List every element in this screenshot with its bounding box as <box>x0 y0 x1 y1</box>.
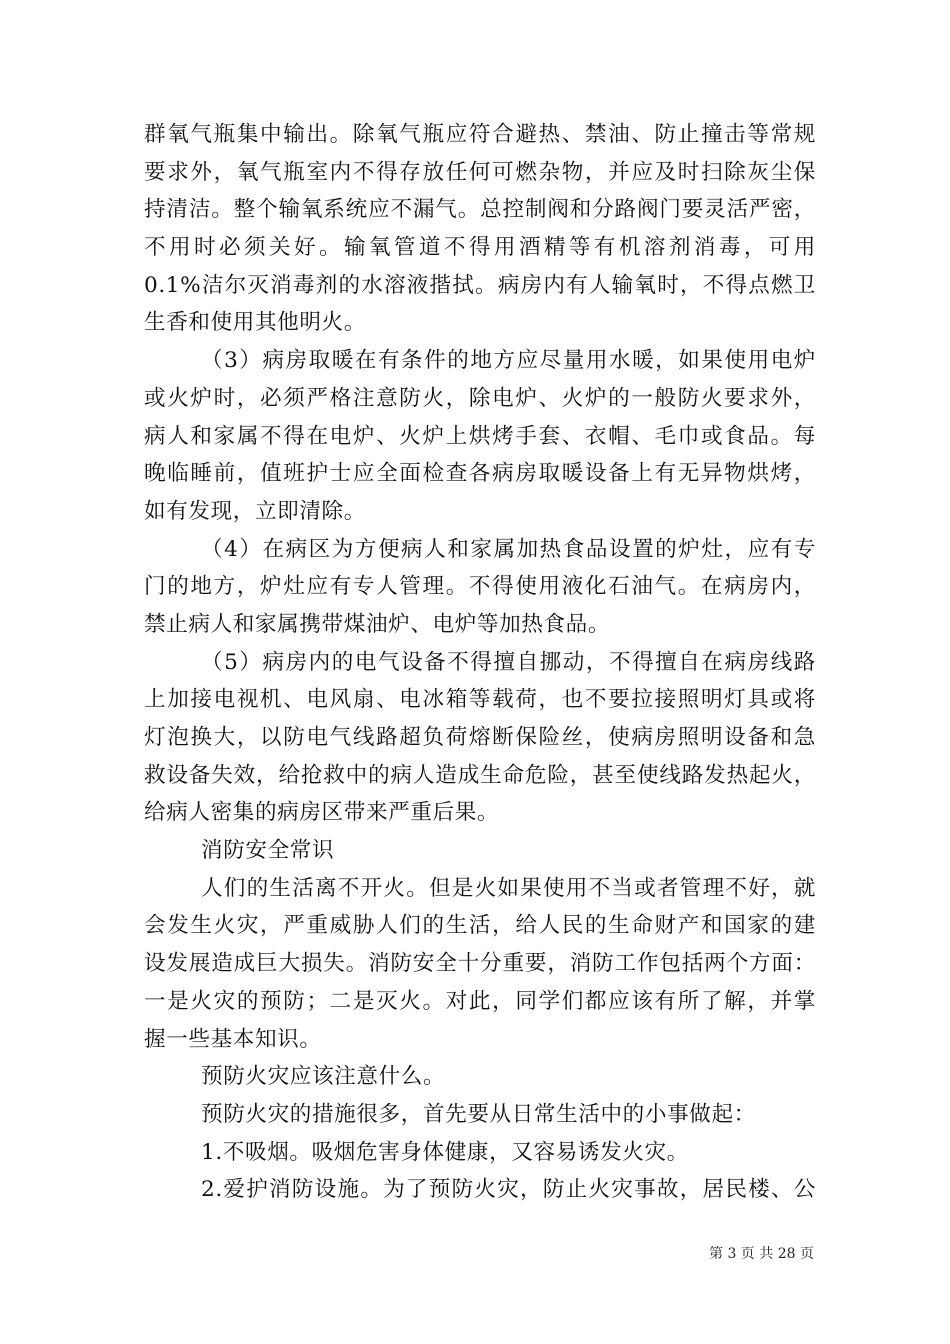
text-line: 0.1%洁尔灭消毒剂的水溶液揩拭。病房内有人输氧时，不得点燃卫 <box>144 272 816 298</box>
text-line: 晚临睡前，值班护士应全面检查各病房取暖设备上有无异物烘烤， <box>144 461 816 487</box>
text-line: 握一些基本知识。 <box>144 1026 322 1052</box>
body-text <box>144 116 816 1209</box>
text-line: 设发展造成巨大损失。消防安全十分重要，消防工作包括两个方面： <box>144 951 816 977</box>
text-line: 会发生火灾，严重威胁人们的生活，给人民的生命财产和国家的建 <box>144 913 816 939</box>
text-line: 预防火灾应该注意什么。 <box>201 1064 446 1090</box>
text-line: （3）病房取暖在有条件的地方应尽量用水暖，如果使用电炉 <box>201 348 816 374</box>
text-line: 人们的生活离不开火。但是火如果使用不当或者管理不好，就 <box>201 875 816 901</box>
text-line: 门的地方，炉灶应有专人管理。不得使用液化石油气。在病房内， <box>144 574 816 600</box>
text-line: （5）病房内的电气设备不得擅自挪动，不得擅自在病房线路 <box>201 649 816 675</box>
text-line: 生香和使用其他明火。 <box>144 310 366 336</box>
text-line: （4）在病区为方便病人和家属加热食品设置的炉灶，应有专 <box>201 536 816 562</box>
text-line: 上加接电视机、电风扇、电冰箱等载荷，也不要拉接照明灯具或将 <box>144 687 816 713</box>
text-line: 预防火灾的措施很多，首先要从日常生活中的小事做起： <box>201 1101 756 1127</box>
text-line: 1.不吸烟。吸烟危害身体健康，又容易诱发火灾。 <box>201 1139 689 1165</box>
text-line: 救设备失效，给抢救中的病人造成生命危险，甚至使线路发热起火， <box>144 762 816 788</box>
text-line: 不用时必须关好。输氧管道不得用酒精等有机溶剂消毒，可用 <box>144 235 816 261</box>
text-line: 群氧气瓶集中输出。除氧气瓶应符合避热、禁油、防止撞击等常规 <box>144 122 816 147</box>
text-line: 或火炉时，必须严格注意防火，除电炉、火炉的一般防火要求外， <box>144 385 816 411</box>
page-number-footer: 第 3 页 共 28 页 <box>709 1246 814 1262</box>
text-line: 灯泡换大，以防电气线路超负荷熔断保险丝，使病房照明设备和急 <box>144 725 816 750</box>
text-line: 2.爱护消防设施。为了预防火灾，防止火灾事故，居民楼、公 <box>201 1177 816 1203</box>
text-line: 给病人密集的病房区带来严重后果。 <box>144 800 500 826</box>
text-line: 如有发现，立即清除。 <box>144 498 366 524</box>
text-line: 持清洁。整个输氧系统应不漏气。总控制阀和分路阀门要灵活严密， <box>144 197 816 223</box>
text-line: 要求外，氧气瓶室内不得存放任何可燃杂物，并应及时扫除灰尘保 <box>144 159 816 185</box>
text-line: 禁止病人和家属携带煤油炉、电炉等加热食品。 <box>144 611 611 637</box>
text-line: 一是火灾的预防；二是灭火。对此，同学们都应该有所了解，并掌 <box>144 988 816 1014</box>
section-heading: 消防安全常识 <box>201 838 335 864</box>
text-line: 病人和家属不得在电炉、火炉上烘烤手套、衣帽、毛巾或食品。每 <box>144 423 816 449</box>
